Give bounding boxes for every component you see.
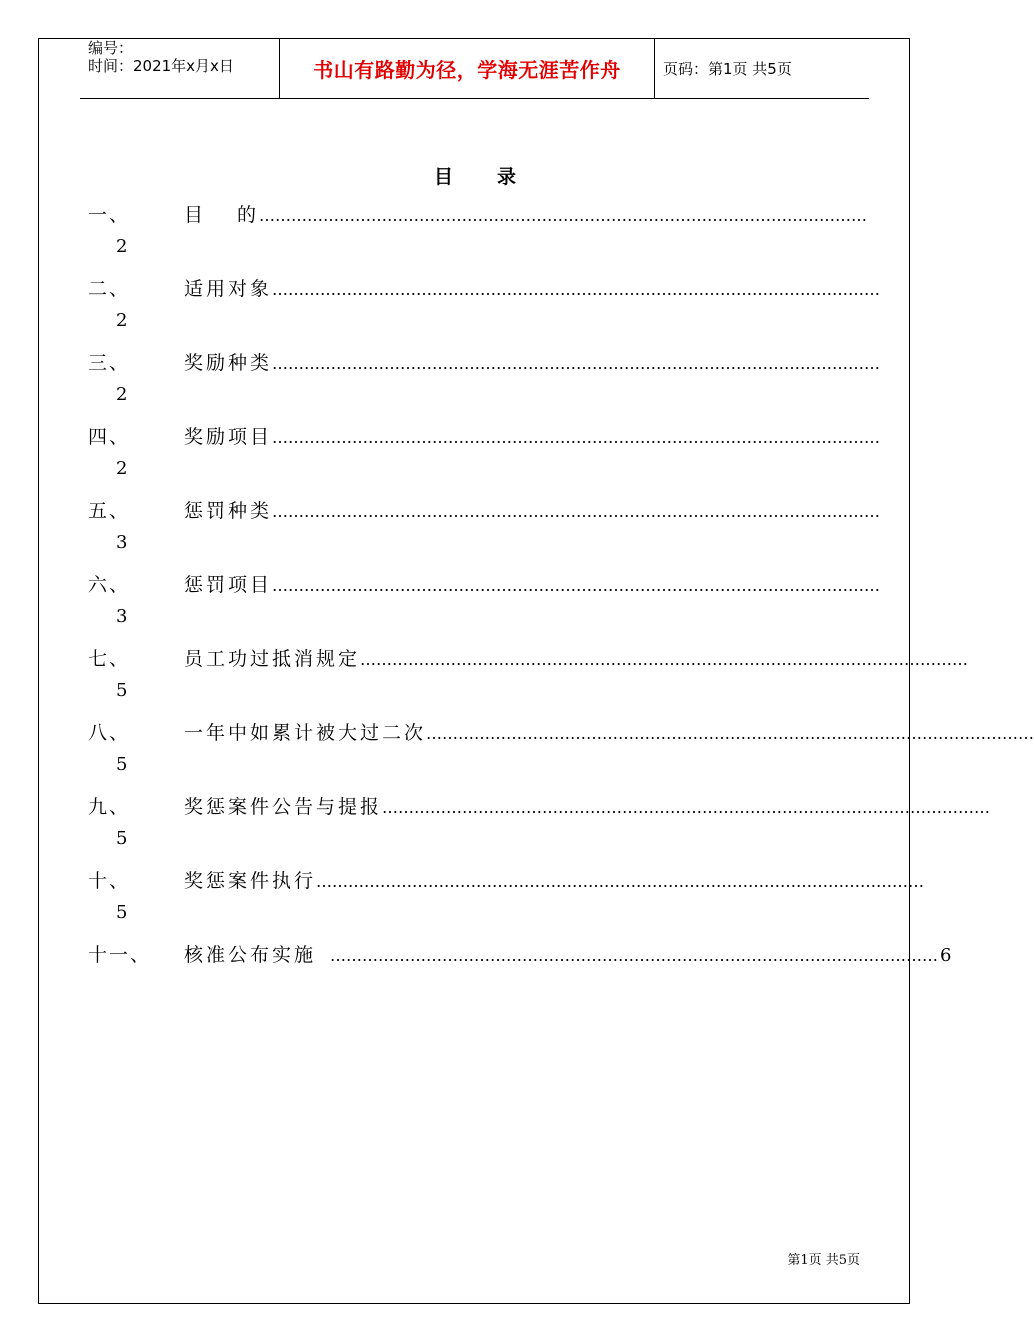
toc-leader-dots: ……………………………………………………………………………………………………: [272, 502, 881, 521]
toc-entry-number: 六、: [88, 574, 131, 596]
header-page-info: 页码：第1页 共5页: [663, 60, 792, 78]
toc-entry-number: 九、: [88, 796, 131, 818]
toc-leader-dots: ……………………………………………………………………………………………………: [272, 576, 881, 595]
toc-entry-page: 3: [116, 606, 128, 627]
number-label: 编号：: [88, 39, 134, 57]
toc-entry[interactable]: [88, 270, 881, 344]
toc-entry-page: 5: [116, 828, 128, 849]
toc-entry-label: 奖惩案件公告与提报: [184, 796, 383, 818]
toc-entry[interactable]: [88, 936, 952, 1010]
page-footer: 第1页 共5页: [787, 1253, 860, 1268]
toc-entry[interactable]: [88, 566, 881, 640]
toc-entry-label: 奖励种类: [184, 352, 273, 374]
toc-entry-page: 5: [116, 754, 128, 775]
toc-entry-page: 2: [116, 310, 128, 331]
toc-entry[interactable]: [88, 344, 881, 418]
toc-title-char: 录: [497, 166, 517, 188]
toc-entry[interactable]: [88, 196, 868, 270]
toc-entry-label: 奖励项目: [184, 426, 273, 448]
toc-leader-dots: ……………………………………………………………………………………………………: [360, 650, 969, 669]
page-header: [80, 38, 869, 99]
toc-leader-dots: ……………………………………………………………………………………………………: [272, 354, 881, 373]
toc-entry-number: 三、: [88, 352, 131, 374]
table-of-contents: [88, 196, 1034, 1010]
toc-entry-label: 员工功过抵消规定: [184, 648, 361, 670]
toc-leader-dots: ……………………………………………………………………………………………………: [382, 798, 991, 817]
toc-leader-dots: ……………………………………………………………………………………………………: [426, 724, 1034, 743]
toc-entry-number: 一、: [88, 204, 131, 226]
toc-entry-number: 十一、: [88, 944, 152, 966]
toc-entry-label: 目的: [184, 204, 260, 226]
toc-entry-label: 核准公布实施: [184, 944, 317, 966]
header-meta: [80, 38, 280, 98]
toc-entry-page: 3: [116, 532, 128, 553]
toc-entry[interactable]: [88, 640, 969, 714]
toc-entry[interactable]: [88, 492, 881, 566]
toc-entry-page: 2: [116, 458, 128, 479]
toc-entry-number: 十、: [88, 870, 131, 892]
toc-entry-number: 四、: [88, 426, 131, 448]
toc-entry-page: 6: [940, 945, 952, 966]
toc-title: [0, 162, 950, 189]
toc-title-char: 目: [433, 166, 453, 188]
toc-entry-number: 七、: [88, 648, 131, 670]
toc-entry-page: 5: [116, 902, 128, 923]
toc-entry-label: 一年中如累计被大过二次: [184, 722, 427, 744]
date-label: 时间：2021年x月x日: [88, 57, 234, 75]
toc-entry-number: 八、: [88, 722, 131, 744]
header-motto: 书山有路勤为径，学海无涯苦作舟: [313, 57, 621, 82]
toc-leader-dots: ……………………………………………………………………………………………………: [272, 280, 881, 299]
toc-entry[interactable]: [88, 714, 1034, 788]
toc-leader-dots: ……………………………………………………………………………………………………: [259, 206, 868, 225]
toc-entry-label: 惩罚项目: [184, 574, 273, 596]
toc-entry[interactable]: [88, 788, 991, 862]
toc-entry-label: 适用对象: [184, 278, 273, 300]
toc-entry-label: 惩罚种类: [184, 500, 273, 522]
toc-entry-label: 奖惩案件执行: [184, 870, 317, 892]
toc-entry-page: 2: [116, 236, 128, 257]
toc-entry[interactable]: [88, 418, 881, 492]
toc-leader-dots: ……………………………………………………………………………………………………: [272, 428, 881, 447]
toc-entry[interactable]: [88, 862, 925, 936]
toc-entry-page: 2: [116, 384, 128, 405]
toc-entry-number: 五、: [88, 500, 131, 522]
toc-leader-dots: ……………………………………………………………………………………………………: [316, 872, 925, 891]
toc-leader-dots: ……………………………………………………………………………………………………: [330, 946, 939, 965]
toc-entry-number: 二、: [88, 278, 131, 300]
header-divider: [654, 38, 655, 98]
toc-entry-page: 5: [116, 680, 128, 701]
